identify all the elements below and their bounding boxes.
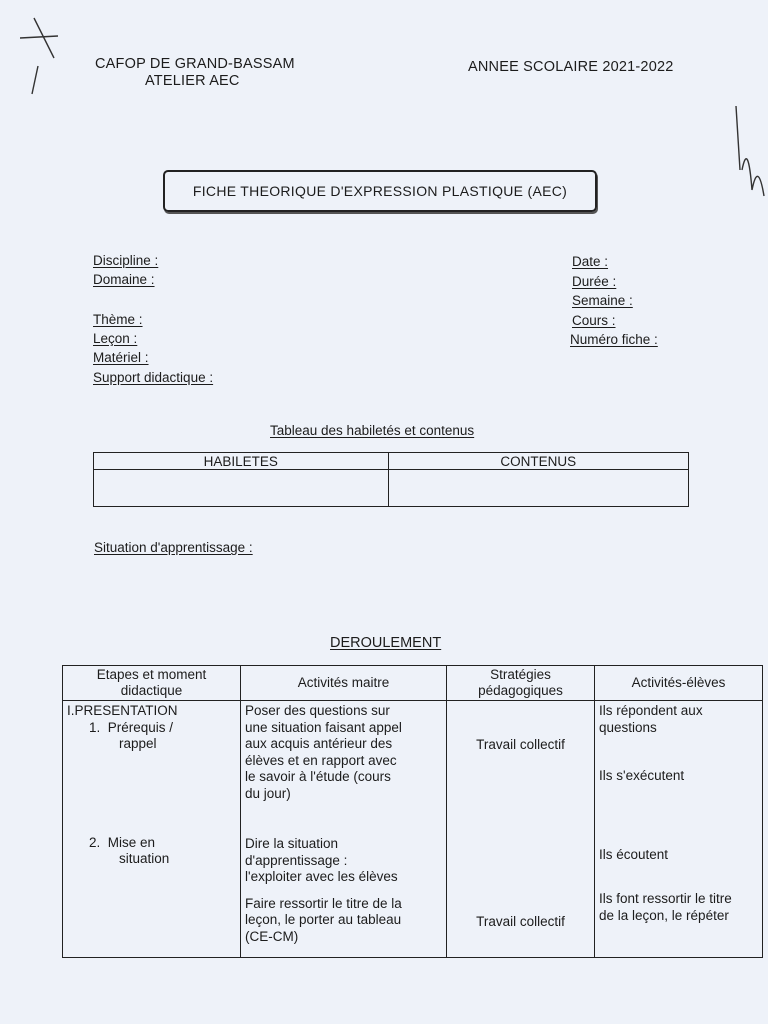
maitre-line: (CE-CM) [245, 928, 299, 944]
eleves-line: Ils font ressortir le titre [599, 891, 732, 906]
eleves-line: Ils écoutent [599, 846, 669, 862]
atelier-name: ATELIER AEC [145, 73, 240, 89]
section-presentation: I.PRESENTATION [67, 703, 178, 718]
field-domaine: Domaine : [93, 272, 155, 287]
field-theme: Thème : [93, 312, 143, 327]
header-activites-maitre: Activités maitre [241, 666, 447, 701]
margin-pen-mark [728, 100, 768, 210]
header-habiletes: HABILETES [94, 453, 389, 470]
pen-scribble-mark [14, 8, 64, 98]
maitre-line: l'exploiter avec les élèves [245, 869, 398, 884]
contenus-cell [388, 470, 688, 507]
field-date: Date : [572, 254, 609, 269]
document-title: FICHE THEORIQUE D'EXPRESSION PLASTIQUE (AEC) [192, 183, 568, 199]
school-year: ANNEE SCOLAIRE 2021-2022 [468, 59, 674, 75]
field-lecon: Leçon : [93, 331, 138, 346]
header-strategies: Stratégies pédagogiques [447, 666, 595, 701]
field-cours: Cours : [572, 313, 616, 328]
habiletes-cell [94, 470, 389, 507]
step-1: 1. Prérequis / [89, 719, 174, 735]
skills-table-caption: Tableau des habiletés et contenus [270, 423, 475, 438]
step-2: 2. Mise en [89, 834, 156, 850]
maitre-line: aux acquis antérieur des [245, 736, 393, 751]
eleves-line: de la leçon, le répéter [599, 907, 729, 923]
field-support: Support didactique : [93, 370, 214, 385]
strategy-1: Travail collectif [476, 737, 565, 752]
maitre-line: du jour) [245, 785, 291, 801]
header-etapes: Etapes et moment didactique [63, 666, 241, 701]
maitre-line: leçon, le porter au tableau [245, 912, 402, 927]
deroulement-table [62, 665, 763, 958]
maitre-line: Poser des questions sur [245, 703, 390, 718]
maitre-line: Dire la situation [245, 836, 339, 851]
situation-label: Situation d'apprentissage : [94, 540, 253, 555]
school-name: CAFOP DE GRAND-BASSAM [95, 56, 295, 72]
document-title-box [163, 170, 597, 212]
step-2-cont: situation [119, 851, 170, 866]
deroulement-title: DEROULEMENT [330, 635, 442, 651]
step-1-cont: rappel [119, 736, 157, 751]
maitre-line: élèves et en rapport avec [245, 752, 397, 768]
etapes-cell [63, 701, 241, 958]
eleves-line: Ils répondent aux [599, 703, 703, 718]
eleves-line: questions [599, 719, 657, 735]
field-numero-fiche: Numéro fiche : [570, 332, 658, 347]
header-activites-eleves: Activités-élèves [595, 666, 763, 701]
field-duree: Durée : [572, 274, 617, 289]
maitre-line: le savoir à l'étude (cours [245, 769, 391, 784]
skills-table [93, 452, 689, 507]
activites-maitre-cell [241, 701, 447, 958]
header-contenus: CONTENUS [388, 453, 688, 470]
maitre-line: une situation faisant appel [245, 719, 402, 735]
maitre-line: d'apprentissage : [245, 852, 348, 868]
field-semaine: Semaine : [572, 293, 633, 308]
maitre-line: Faire ressortir le titre de la [245, 895, 402, 911]
strategy-3: Travail collectif [476, 913, 565, 929]
eleves-line: Ils s'exécutent [599, 768, 685, 783]
strategies-cell [447, 701, 595, 958]
field-materiel: Matériel : [93, 350, 149, 365]
activites-eleves-cell [595, 701, 763, 958]
field-discipline: Discipline : [93, 253, 159, 268]
